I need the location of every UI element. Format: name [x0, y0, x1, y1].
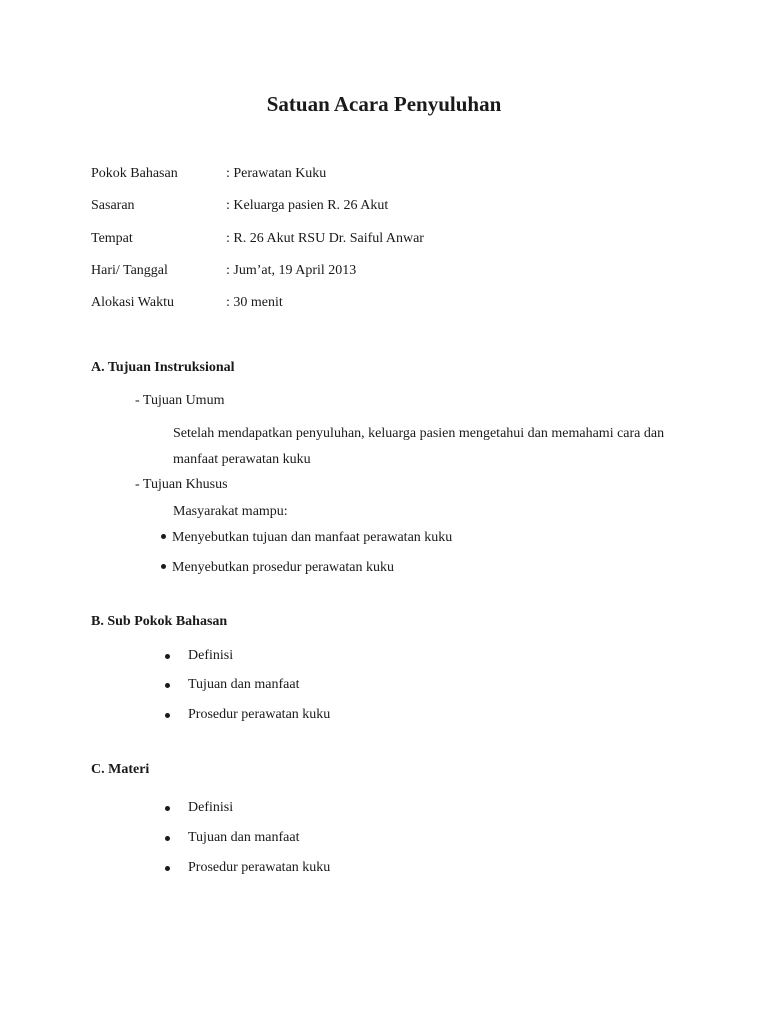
section-c-heading: C. Materi: [91, 762, 150, 777]
info-value: : Perawatan Kuku: [226, 166, 327, 181]
info-value: : Keluarga pasien R. 26 Akut: [226, 198, 389, 213]
list-item: [161, 528, 452, 548]
info-label: Pokok Bahasan: [91, 166, 178, 181]
section-b-heading: B. Sub Pokok Bahasan: [91, 614, 228, 629]
tujuan-khusus-label: - Tujuan Khusus: [135, 477, 228, 492]
info-value: : 30 menit: [226, 295, 283, 310]
tujuan-umum-text: Setelah mendapatkan penyuluhan, keluarga pasien mengetahui dan memahami cara dan manfaat perawatan kuku: [173, 426, 665, 467]
list-item-text: Definisi: [188, 800, 234, 815]
list-item-text: Menyebutkan tujuan dan manfaat perawatan kuku: [172, 530, 453, 545]
page-title: Satuan Acara Penyuluhan: [266, 92, 502, 116]
bullet-icon: [165, 866, 170, 871]
bullet-icon: [165, 713, 170, 718]
info-label: Tempat: [91, 231, 133, 246]
list-item-text: Prosedur perawatan kuku: [188, 860, 331, 875]
list-item-text: Tujuan dan manfaat: [188, 677, 300, 692]
list-item-text: Menyebutkan prosedur perawatan kuku: [172, 560, 394, 575]
list-item: [161, 558, 394, 578]
info-label: Hari/ Tanggal: [91, 263, 168, 278]
list-item-text: Definisi: [188, 648, 234, 663]
bullet-icon: [165, 654, 170, 659]
info-value: : Jum’at, 19 April 2013: [226, 263, 357, 278]
bullet-icon: [161, 564, 166, 569]
list-item-text: Prosedur perawatan kuku: [188, 707, 331, 722]
list-item-text: Tujuan dan manfaat: [188, 830, 300, 845]
info-label: Alokasi Waktu: [91, 295, 174, 310]
info-value: : R. 26 Akut RSU Dr. Saiful Anwar: [226, 231, 424, 246]
bullet-icon: [165, 683, 170, 688]
tujuan-umum-label: - Tujuan Umum: [135, 393, 225, 408]
bullet-icon: [165, 806, 170, 811]
section-a-heading: A. Tujuan Instruksional: [91, 360, 235, 375]
bullet-icon: [165, 836, 170, 841]
info-label: Sasaran: [91, 198, 135, 213]
tujuan-khusus-intro: Masyarakat mampu:: [173, 504, 288, 519]
bullet-icon: [161, 534, 166, 539]
